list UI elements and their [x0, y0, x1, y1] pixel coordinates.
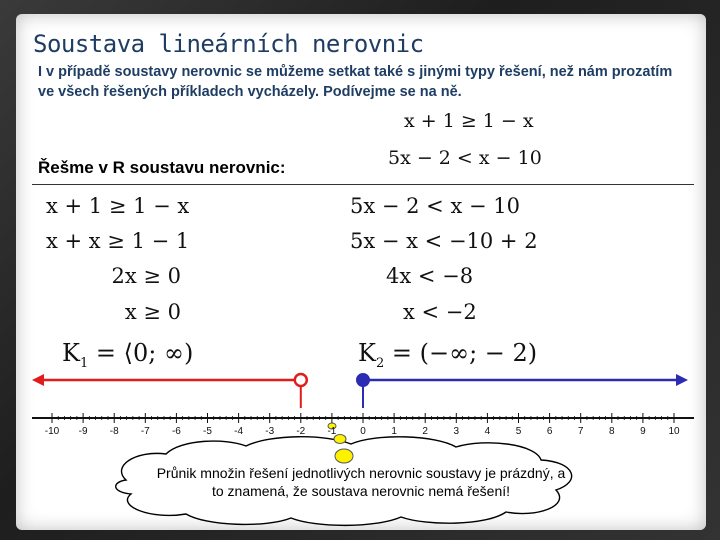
interval1-open-point	[295, 374, 307, 386]
number-line	[16, 14, 706, 530]
tick-label: 10	[668, 426, 680, 437]
tick-label: -6	[171, 426, 181, 437]
tick-label: -1	[327, 426, 337, 437]
tick-label: 6	[546, 426, 553, 437]
k1-value: = ⟨0; ∞)	[95, 339, 194, 367]
interval2-closed-point	[357, 374, 370, 387]
tick-label: 5	[515, 426, 522, 437]
tick-label: -9	[78, 426, 88, 437]
interval1-arrow	[32, 374, 44, 386]
tick-label: -8	[109, 426, 119, 437]
left-step-2: x + x ≥ 1 − 1	[46, 229, 190, 253]
tick-label: 7	[577, 426, 584, 437]
tick-label: -7	[140, 426, 150, 437]
left-step-4: x ≥ 0	[124, 300, 181, 324]
k1-sub: 1	[79, 355, 89, 371]
k2-sub: 2	[375, 355, 385, 371]
system-heading: Řešme v R soustavu nerovnic:	[38, 158, 286, 177]
right-step-2: 5x − x < −10 + 2	[350, 229, 538, 253]
interval2-arrow	[676, 374, 688, 386]
tick-label: 9	[640, 426, 646, 437]
tick-label: -10	[44, 426, 60, 437]
tick-label: -2	[296, 426, 306, 437]
tick-label: -5	[203, 426, 212, 437]
tick-label: -4	[234, 426, 244, 437]
conclusion-text: Průnik množin řešení jednotlivých nerovnic soustavy je prázdný, a to znamená, že soustava nerovnic nemá řešení!	[156, 465, 566, 499]
left-step-3: 2x ≥ 0	[111, 264, 181, 288]
right-step-4: x < −2	[403, 300, 477, 324]
system-line-1: x + 1 ≥ 1 − x	[404, 110, 534, 132]
k1-name: K	[62, 339, 80, 367]
intro-text: I v případě soustavy nerovnic se můžeme setkat také s jinými typy řešení, než nám prozatím ve všech řešených příkladech vycházely. Podívejme se na ně.	[38, 64, 673, 100]
system-line-2: 5x − 2 < x − 10	[388, 147, 542, 169]
tick-label: 2	[422, 426, 428, 437]
tick-label: 1	[391, 426, 397, 437]
slide	[16, 14, 706, 530]
tick-label: -3	[265, 426, 275, 437]
tick-label: 8	[609, 426, 615, 437]
tick-label: 4	[484, 426, 491, 437]
k2-value: = (−∞; − 2)	[391, 339, 538, 367]
right-step-1: 5x − 2 < x − 10	[350, 194, 520, 218]
tick-label: 3	[453, 426, 460, 437]
left-step-1: x + 1 ≥ 1 − x	[46, 194, 190, 218]
right-step-3: 4x < −8	[386, 264, 474, 288]
tick-label: 0	[360, 426, 366, 437]
slide-title: Soustava lineárních nerovnic	[33, 30, 424, 58]
k2-name: K	[358, 339, 376, 367]
